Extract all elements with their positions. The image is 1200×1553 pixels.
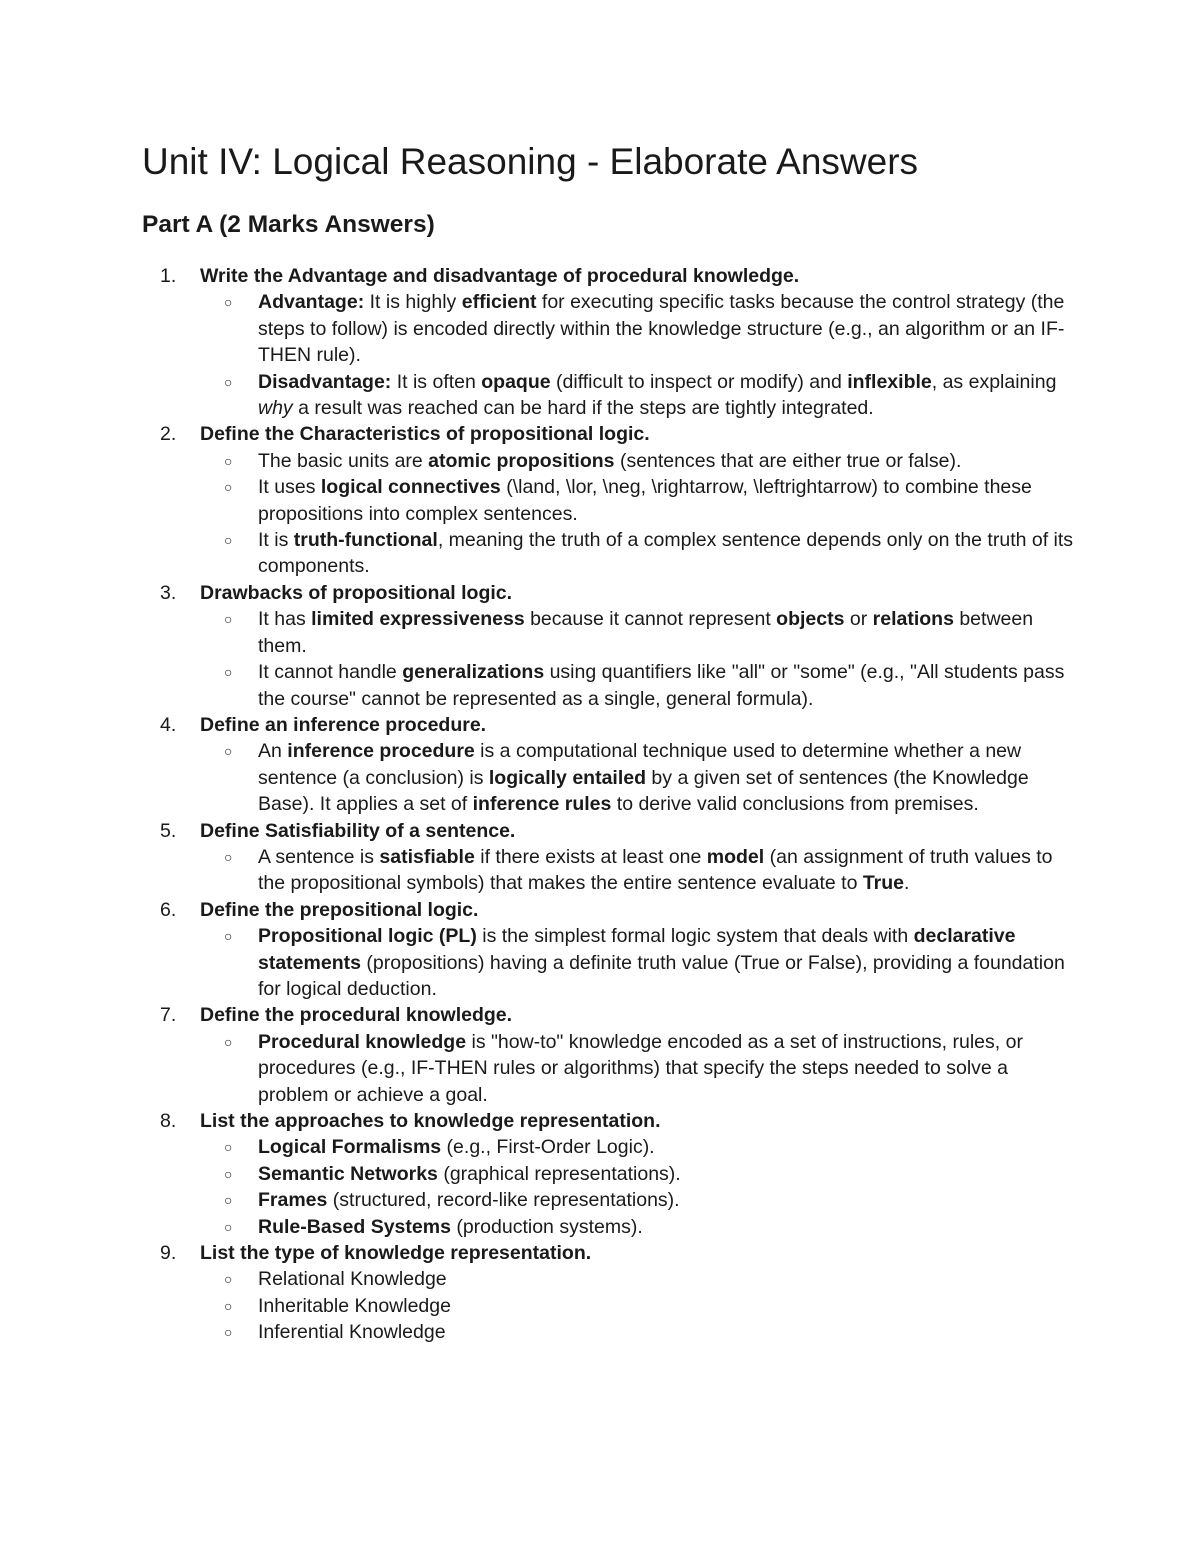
answer-text: It cannot handle xyxy=(258,661,403,684)
hollow-circle-bullet-icon: ○ xyxy=(224,928,233,945)
question-number: 2. xyxy=(160,423,177,446)
question-number: 4. xyxy=(160,713,177,736)
answer-text: , as explaining xyxy=(931,370,1057,393)
answer-text: It is xyxy=(258,529,294,552)
hollow-circle-bullet-icon: ○ xyxy=(224,743,233,760)
answer-item xyxy=(224,844,1080,897)
hollow-circle-bullet-icon: ○ xyxy=(224,1271,233,1288)
bold-term: Procedural knowledge xyxy=(258,1030,467,1053)
question-number: 3. xyxy=(160,581,177,604)
question-number: 5. xyxy=(160,819,177,842)
answer-list xyxy=(224,738,1080,817)
hollow-circle-bullet-icon: ○ xyxy=(224,373,233,390)
question-item xyxy=(160,421,1080,579)
question-text: Write the Advantage and disadvantage of procedural knowledge. xyxy=(200,265,800,287)
answer-text: between them. xyxy=(258,608,1034,657)
answer-text: or xyxy=(844,608,873,631)
page-title: Unit IV: Logical Reasoning - Elaborate Answers xyxy=(142,141,919,182)
answer-text: (graphical representations). xyxy=(437,1162,681,1185)
question-item xyxy=(160,712,1080,818)
answer-item xyxy=(224,738,1080,817)
answer-list xyxy=(224,1266,1080,1345)
answer-list xyxy=(224,1134,1080,1240)
answer-text: Inheritable Knowledge xyxy=(258,1294,451,1317)
bold-term: efficient xyxy=(461,291,537,314)
bold-term: inference procedure xyxy=(287,740,475,763)
question-text: Define the procedural knowledge. xyxy=(200,1004,513,1027)
question-list xyxy=(160,263,1080,1346)
hollow-circle-bullet-icon: ○ xyxy=(224,1297,233,1314)
bold-term: Disadvantage: xyxy=(258,370,392,393)
bold-term: satisfiable xyxy=(379,845,475,868)
question-item xyxy=(160,1108,1080,1240)
answer-text: (structured, record-like representations). xyxy=(327,1189,680,1212)
hollow-circle-bullet-icon: ○ xyxy=(224,1324,233,1341)
answer-text: to derive valid conclusions from premises. xyxy=(611,793,979,816)
bold-term: True xyxy=(862,872,905,895)
answer-text: Relational Knowledge xyxy=(258,1268,447,1291)
question-text: Drawbacks of propositional logic. xyxy=(200,581,513,604)
bold-term: inflexible xyxy=(847,370,932,393)
hollow-circle-bullet-icon: ○ xyxy=(224,1192,233,1209)
question-item xyxy=(160,263,1080,421)
answer-text: using quantifiers like "all" or "some" (e.g., "All students pass the course" cannot be represented as a single, general formula). xyxy=(258,661,1065,710)
bold-term: generalizations xyxy=(402,661,545,684)
answer-text: The basic units are xyxy=(258,449,429,472)
answer-text: (\land, \lor, \neg, \rightarrow, \leftrightarrow) to combine these propositions into complex sentences. xyxy=(258,476,1032,525)
bold-term: logically entailed xyxy=(488,766,647,789)
answer-text: for executing specific tasks because the control strategy (the steps to follow) is encoded directly within the knowledge structure (e.g., an algorithm or an IF-THEN rule). xyxy=(258,291,1065,367)
hollow-circle-bullet-icon: ○ xyxy=(224,532,233,549)
answer-text: It is highly xyxy=(364,291,462,314)
bold-term: logical connectives xyxy=(320,476,501,499)
bold-term: Advantage: xyxy=(258,291,365,314)
question-number: 7. xyxy=(160,1004,177,1027)
hollow-circle-bullet-icon: ○ xyxy=(224,848,233,865)
hollow-circle-bullet-icon: ○ xyxy=(224,664,233,681)
bold-term: model xyxy=(706,845,765,868)
answer-item xyxy=(224,659,1080,712)
answer-text: (production systems). xyxy=(450,1215,643,1238)
question-item xyxy=(160,1240,1080,1346)
answer-text: a result was reached can be hard if the steps are tightly integrated. xyxy=(292,397,874,420)
answer-text: is the simplest formal logic system that deals with xyxy=(476,925,914,948)
answer-item xyxy=(224,1214,1080,1240)
answer-text: A sentence is xyxy=(258,845,380,868)
question-item xyxy=(160,1002,1080,1108)
answer-text: It is often xyxy=(391,370,482,393)
bold-term: Logical Formalisms xyxy=(258,1136,442,1159)
answer-list xyxy=(224,923,1080,1002)
answer-text: It has xyxy=(258,608,312,631)
answer-list xyxy=(224,1029,1080,1108)
question-number: 8. xyxy=(160,1110,177,1132)
answer-list xyxy=(224,289,1080,421)
hollow-circle-bullet-icon: ○ xyxy=(224,294,233,311)
answer-text: is "how-to" knowledge encoded as a set of instructions, rules, or procedures (e.g., IF-THEN rules or algorithms) that specify the steps needed to solve a problem or achieve a goal. xyxy=(258,1030,1023,1106)
answer-text: It uses xyxy=(258,476,321,499)
answer-item xyxy=(224,289,1080,368)
answer-text: (e.g., First-Order Logic). xyxy=(441,1136,655,1159)
bold-term: Semantic Networks xyxy=(258,1162,438,1185)
section-heading: Part A (2 Marks Answers) xyxy=(142,211,435,238)
answer-list xyxy=(224,606,1080,712)
question-number: 1. xyxy=(160,265,177,287)
answer-text: because it cannot represent xyxy=(524,608,777,631)
bold-term: limited expressiveness xyxy=(311,608,525,631)
answer-text: (difficult to inspect or modify) and xyxy=(550,370,848,393)
answer-item xyxy=(224,1187,1080,1213)
answer-text: Inferential Knowledge xyxy=(258,1321,446,1344)
answer-text: . xyxy=(904,872,910,895)
bold-term: relations xyxy=(872,608,954,631)
bold-term: atomic propositions xyxy=(428,449,615,472)
bold-term: Frames xyxy=(258,1189,328,1212)
bold-term: opaque xyxy=(481,370,551,393)
question-item xyxy=(160,818,1080,897)
bold-term: truth-functional xyxy=(293,529,438,552)
hollow-circle-bullet-icon: ○ xyxy=(224,452,233,469)
answer-item xyxy=(224,527,1080,580)
answer-item xyxy=(224,448,1080,474)
answer-text: , meaning the truth of a complex sentence depends only on the truth of its components. xyxy=(258,529,1074,578)
answer-item xyxy=(224,369,1080,422)
bold-term: Propositional logic (PL) xyxy=(258,925,477,948)
bold-term: declarative statements xyxy=(258,925,1016,974)
hollow-circle-bullet-icon: ○ xyxy=(224,1218,233,1235)
hollow-circle-bullet-icon: ○ xyxy=(224,1033,233,1050)
question-item xyxy=(160,897,1080,1003)
question-item xyxy=(160,580,1080,712)
hollow-circle-bullet-icon: ○ xyxy=(224,611,233,628)
question-text: Define the prepositional logic. xyxy=(200,898,479,921)
hollow-circle-bullet-icon: ○ xyxy=(224,479,233,496)
question-number: 9. xyxy=(160,1242,177,1265)
answer-item xyxy=(224,474,1080,527)
bold-term: Rule-Based Systems xyxy=(258,1215,451,1238)
answer-item xyxy=(224,1134,1080,1160)
answer-item xyxy=(224,606,1080,659)
answer-text: (sentences that are either true or false). xyxy=(614,449,962,472)
answer-list xyxy=(224,844,1080,897)
question-text: List the approaches to knowledge representation. xyxy=(200,1110,661,1132)
answer-text: (propositions) having a definite truth value (True or False), providing a foundation for logical deduction. xyxy=(258,951,1065,1000)
answer-item xyxy=(224,1029,1080,1108)
question-text: List the type of knowledge representation. xyxy=(200,1242,592,1265)
answer-text: An xyxy=(258,740,288,763)
hollow-circle-bullet-icon: ○ xyxy=(224,1165,233,1182)
bold-term: inference rules xyxy=(472,793,612,816)
answer-text: if there exists at least one xyxy=(474,845,707,868)
answer-item xyxy=(224,1319,1080,1345)
bold-term: objects xyxy=(776,608,845,631)
question-number: 6. xyxy=(160,898,177,921)
question-text: Define the Characteristics of propositional logic. xyxy=(200,423,650,446)
answer-text: by a given set of sentences (the Knowledge Base). It applies a set of xyxy=(258,766,1029,816)
answer-item xyxy=(224,1266,1080,1292)
answer-item xyxy=(224,923,1080,1002)
question-text: Define Satisfiability of a sentence. xyxy=(200,819,516,842)
italic-term: why xyxy=(258,397,293,420)
answer-item xyxy=(224,1161,1080,1187)
hollow-circle-bullet-icon: ○ xyxy=(224,1139,233,1156)
answer-list xyxy=(224,448,1080,580)
answer-item xyxy=(224,1293,1080,1319)
answer-text: (an assignment of truth values to the propositional symbols) that makes the entire sentence evaluate to xyxy=(258,845,1053,895)
answer-text: is a computational technique used to determine whether a new sentence (a conclusion) is xyxy=(258,740,1022,789)
question-text: Define an inference procedure. xyxy=(200,713,487,736)
